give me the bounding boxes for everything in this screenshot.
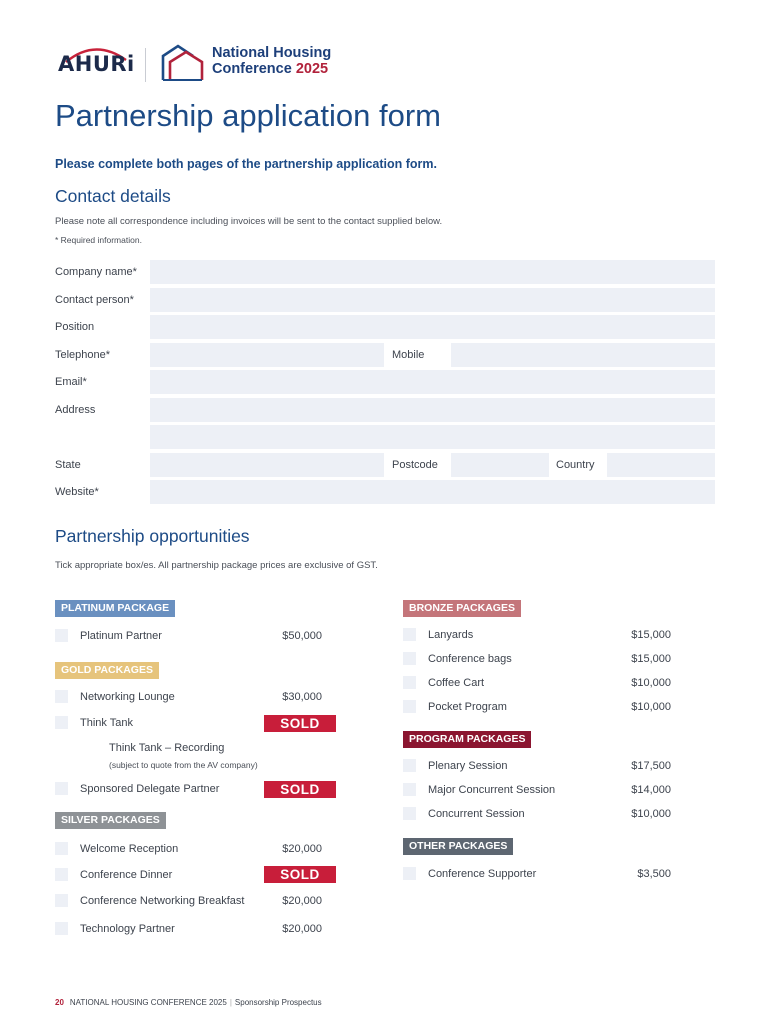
think-tank-sold-badge: SOLD: [264, 715, 336, 732]
address-field-line2[interactable]: [150, 425, 715, 449]
logo-divider: [145, 48, 146, 82]
platinum-partner-checkbox[interactable]: [55, 629, 68, 642]
think-tank-checkbox[interactable]: [55, 716, 68, 729]
technology-partner-checkbox[interactable]: [55, 922, 68, 935]
plenary-session-price: $17,500: [631, 760, 671, 772]
other-packages-badge: OTHER PACKAGES: [403, 838, 513, 855]
footer-separator: |: [229, 998, 232, 1007]
position-field[interactable]: [150, 315, 715, 339]
concurrent-session-checkbox[interactable]: [403, 807, 416, 820]
contact-details-heading: Contact details: [55, 186, 171, 206]
lanyards-price: $15,000: [631, 629, 671, 641]
country-label: Country: [556, 459, 595, 471]
postcode-field[interactable]: [451, 453, 549, 477]
conference-bags-price: $15,000: [631, 653, 671, 665]
concurrent-session-price: $10,000: [631, 808, 671, 820]
conference-supporter-checkbox[interactable]: [403, 867, 416, 880]
bronze-packages-badge: BRONZE PACKAGES: [403, 600, 521, 617]
networking-lounge-label: Networking Lounge: [80, 691, 175, 703]
networking-breakfast-label: Conference Networking Breakfast: [80, 895, 245, 907]
position-label: Position: [55, 321, 95, 333]
email-label: Email*: [55, 376, 87, 388]
page-footer: [55, 998, 322, 1007]
welcome-reception-checkbox[interactable]: [55, 842, 68, 855]
conference-name-line1: National Housing: [212, 45, 332, 61]
company-name-field[interactable]: [150, 260, 715, 284]
sponsored-delegate-checkbox[interactable]: [55, 782, 68, 795]
lanyards-checkbox[interactable]: [403, 628, 416, 641]
house-logo-icon: [160, 42, 206, 82]
mobile-label: Mobile: [392, 349, 425, 361]
networking-breakfast-price: $20,000: [282, 895, 322, 907]
silver-packages-badge: SILVER PACKAGES: [55, 812, 166, 829]
networking-lounge-price: $30,000: [282, 691, 322, 703]
website-field[interactable]: [150, 480, 715, 504]
required-note: * Required information.: [55, 235, 142, 245]
major-concurrent-session-price: $14,000: [631, 784, 671, 796]
platinum-package-badge: PLATINUM PACKAGE: [55, 600, 175, 617]
conference-logo-text: [212, 45, 331, 77]
page-title: Partnership application form: [55, 98, 441, 133]
coffee-cart-price: $10,000: [631, 677, 671, 689]
technology-partner-price: $20,000: [282, 923, 322, 935]
welcome-reception-price: $20,000: [282, 843, 322, 855]
conference-name-line2: [212, 61, 331, 77]
country-field[interactable]: [607, 453, 715, 477]
website-label: Website*: [55, 486, 99, 498]
state-label: State: [55, 459, 81, 471]
think-tank-recording-label: Think Tank – Recording: [109, 742, 225, 754]
opportunities-heading: Partnership opportunities: [55, 526, 250, 546]
footer-conference-text: NATIONAL HOUSING CONFERENCE 2025: [69, 998, 227, 1007]
networking-breakfast-checkbox[interactable]: [55, 894, 68, 907]
technology-partner-label: Technology Partner: [80, 923, 175, 935]
company-name-label: Company name*: [55, 266, 137, 278]
recording-note: (subject to quote from the AV company): [109, 760, 258, 770]
conference-bags-label: Conference bags: [428, 653, 512, 665]
coffee-cart-checkbox[interactable]: [403, 676, 416, 689]
conference-dinner-label: Conference Dinner: [80, 869, 173, 881]
plenary-session-label: Plenary Session: [428, 760, 508, 772]
welcome-reception-label: Welcome Reception: [80, 843, 179, 855]
email-field[interactable]: [150, 370, 715, 394]
platinum-partner-price: $50,000: [282, 630, 322, 642]
page-subtitle: Please complete both pages of the partnership application form.: [55, 157, 438, 171]
sponsored-delegate-label: Sponsored Delegate Partner: [80, 783, 220, 795]
footer-suffix: Sponsorship Prospectus: [234, 998, 322, 1007]
telephone-field[interactable]: [150, 343, 384, 367]
concurrent-session-label: Concurrent Session: [428, 808, 525, 820]
coffee-cart-label: Coffee Cart: [428, 677, 485, 689]
telephone-label: Telephone*: [55, 349, 111, 361]
opportunities-note: Tick appropriate box/es. All partnership package prices are exclusive of GST.: [55, 560, 378, 571]
state-field[interactable]: [150, 453, 384, 477]
pocket-program-label: Pocket Program: [428, 701, 507, 713]
ahuri-logo: AHURi: [58, 52, 135, 76]
gold-packages-badge: GOLD PACKAGES: [55, 662, 159, 679]
platinum-partner-label: Platinum Partner: [80, 630, 162, 642]
pocket-program-price: $10,000: [631, 701, 671, 713]
contact-person-field[interactable]: [150, 288, 715, 312]
lanyards-label: Lanyards: [428, 629, 474, 641]
major-concurrent-session-checkbox[interactable]: [403, 783, 416, 796]
program-packages-badge: PROGRAM PACKAGES: [403, 731, 531, 748]
networking-lounge-checkbox[interactable]: [55, 690, 68, 703]
pocket-program-checkbox[interactable]: [403, 700, 416, 713]
contact-note: Please note all correspondence including invoices will be sent to the contact supplied below.: [55, 216, 443, 227]
contact-person-label: Contact person*: [55, 294, 134, 306]
conference-bags-checkbox[interactable]: [403, 652, 416, 665]
conference-word: Conference: [212, 61, 292, 77]
address-label: Address: [55, 404, 96, 416]
plenary-session-checkbox[interactable]: [403, 759, 416, 772]
think-tank-label: Think Tank: [80, 717, 133, 729]
conference-dinner-sold-badge: SOLD: [264, 866, 336, 883]
conference-dinner-checkbox[interactable]: [55, 868, 68, 881]
conference-supporter-price: $3,500: [637, 868, 671, 880]
postcode-label: Postcode: [392, 459, 438, 471]
page-number: 20: [55, 998, 64, 1007]
conference-supporter-label: Conference Supporter: [428, 868, 537, 880]
mobile-field[interactable]: [451, 343, 715, 367]
address-field-line1[interactable]: [150, 398, 715, 422]
conference-year: 2025: [295, 61, 329, 77]
major-concurrent-session-label: Major Concurrent Session: [428, 784, 556, 796]
sponsored-delegate-sold-badge: SOLD: [264, 781, 336, 798]
